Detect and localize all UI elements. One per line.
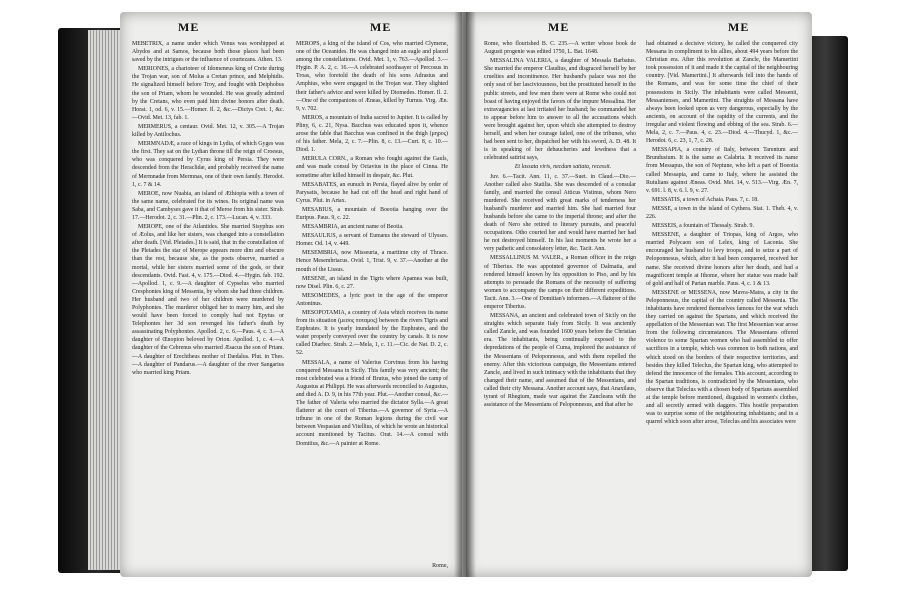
dictionary-entry: MEROS, a mountain of India sacred to Jupiter. It is called by Pliny, 6, c. 21, Nysa. Bacchus was educated upon it, whence arose the fable that Bacchus was confined in the thigh (μηρος) of his father. Mela, 2, c. 7.—Plin. 8, c. 13.—Curt. 8, c. 10.—Diod. 1. (296, 114, 448, 154)
verse-quote: Et lassata viris, necdum satiata, recessit. (514, 164, 612, 171)
dictionary-entry: MESAULIUS, a servant of Eumæus the steward of Ulysses. Homer. Od. 14, v. 449. (296, 233, 448, 248)
catchword: Rome, (432, 563, 448, 569)
right-page-column-1 (484, 40, 636, 560)
open-book (58, 8, 848, 593)
dictionary-entry: MESSALA, a name of Valerius Corvinus from his having conquered Messana in Sicily. This family was very ancient; the most celebrated was a friend of Brutus, who joined the camp of Augustus at Philippi. He was afterwards reconciled to Augustus, and died A. D. 9, in his 77th year. Plut.—Another consul, &c.—The father of Valeria who married the dictator Sylla.—A great flatterer at the court of Tiberius.—A governor of Syria.—A tribune in one of the Roman legions during the civil war between Vespasian and Vitellius, of which he wrote an historical account mentioned by Tacitus. Orat. 14.—A consul with Domitius, &c.—A painter at Rome. (296, 359, 448, 447)
dictionary-entry: MERIONES, a charioteer of Idomeneus king of Crete during the Trojan war, son of Molus a Cretan prince, and Melphidis. He signalized himself before Troy, and fought with Deiphobus the son of Priam, whom he wounded. He was greatly admired by the Cretans, who even paid him divine honors after death. Horat. 1, od. 6, v. 15.—Homer. Il. 2, &c.—Dictys Cret. 1, &c.—Ovid. Met. 13, fab. 1. (132, 66, 284, 121)
dictionary-entry: MESAMBRIA, an ancient name of Beotia. (302, 224, 404, 231)
left-page-column-1 (132, 40, 284, 560)
dictionary-entry: MESENE, an island in the Tigris where Apamea was built, now Disel. Plin. 6, c. 27. (296, 275, 448, 290)
dictionary-entry: MESSALLINUS M. VALER., a Roman officer in the reign of Tiberius. He was appointed governor of Dalmatia, and rendered himself known by his opposition to Piso, and by his attempts to persuade the Romans of the necessity of suffering women to accompany the camps on their different expeditions. Tacit. Ann. 3.—One of Domitian's informers.—A flatterer of the emperor Tiberius. (484, 255, 636, 310)
dictionary-entry: MESABIUS, a mountain of Boeotia hanging over the Euripus. Paus. 9, c. 22. (296, 206, 448, 221)
book-gutter (454, 12, 476, 577)
running-head-right: ME (370, 20, 392, 34)
dictionary-entry: MESEMBRIA, now Misseuria, a maritime city of Thrace. Hence Mesembriacus. Ovid. 1, Trist. 9, v. 37.—Another at the mouth of the Lissus. (296, 250, 448, 273)
running-head-left: ME (178, 20, 200, 34)
dictionary-entry: MEROPS, a king of the island of Cos, who married Clymene, one of the Oceanides. He was changed into an eagle and placed among the constellations. Ovid. Met. 1, v. 763.—Apollod. 3.—Hygin. P. A. 2, c. 16.—A celebrated soothsayer of Percosus in Troas, who foretold the death of his sons Adrastus and Amphius, who were engaged in the Trojan war. They slighted their father's advice and were killed by Diomedes. Homer. Il. 2.—One of the companions of Æneas, killed by Turnus. Virg. Æn. 9, v. 702. (296, 41, 448, 112)
left-page-column-2 (296, 40, 448, 560)
dictionary-entry: MESSENE or MESSENA, now Mavra-Matra, a city in the Peloponnesus, the capital of the country called Messenia. The inhabitants have rendered themselves famous for the war which they carried on against the Spartans, and which received the appellation of the Messenian war. The first Messenian war arose from the following circumstances. The Messenians offered violence to some Spartan women who had assembled to offer sacrifices in a temple, which was common to both nations, and which stood on the borders of their respective territories, and besides they killed Teleclus, the Spartan king, who attempted to defend the innocence of the females. This account, according to the Spartan traditions, is contradicted by the Messenians, who observe that Teleclus with a chosen body of Spartans assembled at the temple before mentioned, disguised in women's clothes, and all secretly armed with daggers. This hostile preparation was to surprise some of the neighbouring inhabitants; and in a quarrel which soon after arose, Teleclus and his associates were (646, 289, 798, 426)
dictionary-entry: had obtained a decisive victory, he called the conquered city Messana in compliment to his allies, about 494 years before the Christian era. After this revolution at Zancle, the Mamertini took possession of it and made it the capital of the neighbouring country. [Vid. Mamertini.] It afterwards fell into the hands of the Romans, and was for some time the chief of their possessions in Sicily. The inhabitants were called Messenii, Messanienses, and Mamertini. The straights of Messana have always been looked upon as very dangerous, especially by the ancients, on account of the rapidity of the currents, and the irregular and violent flowing and ebbing of the sea. Strab. 6.—Mela, 2, c. 7.—Paus. 4, c. 23.—Diod. 4.—Thucyd. 1, &c.—Herodot. 6, c. 23, 1, 7, c. 28. (646, 41, 798, 145)
dictionary-entry: MESSALINA VALERIA, a daughter of Messala Barbatus. She married the emperor Claudius, and disgraced herself by her cruelties and incontinence. Her husband's palace was not the only seat of her lasciviousness, but the prostituted herself in the public streets, and few men there were at Rome who could not boast of having enjoyed the favors of the impure Messalina. Her extravagancies at last irritated her husband; he commanded her to appear before him to answer to all the accusations which were brought against her, upon which she attempted to destroy herself, and when her courage failed, one of the tribunes, who had been sent to her, dispatched her with his sword, A. D. 48. It is in speaking of her debaucheries and lewdness that a celebrated satirist says, (484, 58, 636, 162)
dictionary-entry: MESSENE, a daughter of Triopas, king of Argos, who married Polycaon son of Lelex, king of Laconia. She encouraged her husband to levy troops, and to seize a part of Peloponnesus, which, after it had been conquered, received her name. She received divine honors after her death, and had a magnificent temple at Ithome, where her statue was made half of gold and half of Parian marble. Paus. 4, c. 1 & 13. (646, 232, 798, 287)
dictionary-entry: MESSANA, an ancient and celebrated town of Sicily on the straights which separate Italy from Sicily. It was anciently called Zancle, and was founded 1600 years before the Christian era. The inhabitants, being continually exposed to the depredations of the people of Cuma, implored the assistance of the Messenians of Peloponnesus, and with them repelled the enemy. After this victorious campaign, the Messenians entered Zancle, and lived in such intimacy with the inhabitants that they changed their name, and assumed that of the Messenians, and called their city Messana. Another account says, that Anaxilaus, tyrant of Rhegium, made war against the Zancleans with the assistance of the Messenians of Peloponnesus, and that after he (484, 313, 636, 409)
dictionary-entry: MEBETRIX, a name under which Venus was worshipped at Abydos and at Samos, because both those places had been saved by the intrigues or the influence of courtezans. Athen. 13. (132, 41, 284, 64)
dictionary-entry: MESOMEDES, a lyric poet in the age of the emperor Antoninus. (296, 292, 448, 307)
left-page (120, 12, 462, 577)
left-running-head (120, 20, 462, 36)
right-page-column-2 (646, 40, 798, 560)
dictionary-entry: MERULA CORN., a Roman who fought against the Gauls, and was made consul by Octavius in the place of Cinna. He sometime after killed himself in despair, &c. Plut. (296, 156, 448, 179)
dictionary-entry: Juv. 6.—Tacit. Ann. 11, c. 37.—Suet. in Claud.—Dio.—Another called also Statilia. She was descended of a consular family, and married the consul Atticus Vistinus, whom Nero murdered. She received with great marks of tenderness her husband's murderer and married him. She had married four husbands before she came to the imperial throne; and after the death of Nero she retired to literary pursuits, and peaceful occupations. Otho courted her and would have married her had he not destroyed himself. In his last moments he wrote her a very pathetic and consolatory letter, &c. Tacit. Ann. (484, 173, 636, 253)
dictionary-entry: MESSEIS, a fountain of Thessaly. Strab. 9. (652, 223, 754, 230)
dictionary-entry: MEROE, now Nuabia, an island of Æthiopia with a town of the same name, celebrated for its wines. Its original name was Saba, and Cambyses gave it that of Meroe from his sister. Strab. 17.—Herodot. 2, c. 31.—Plin. 2, c. 173.—Lucan. 4, v. 333. (132, 190, 284, 221)
dictionary-entry: MERMNADÆ, a race of kings in Lydia, of which Gyges was the first. They sat on the Lydian throne till the reign of Croesus, who was conquered by Cyrus king of Persia. They were descended from the Heraclidæ, and probably received the name of Mermnadæ from Mermnas, one of their own family. Herodot. 1, c. 7 & 14. (132, 141, 284, 188)
dictionary-entry: MESSATIS, a town of Achaia. Paus. 7, c. 18. (652, 196, 759, 203)
running-head-right: ME (728, 20, 750, 34)
dictionary-entry: MESABATES, an eunuch in Persia, flayed alive by order of Parysatis, because he had cut off the head and right hand of Cyrus. Plut. in Artax. (296, 181, 448, 204)
dictionary-entry: MERMERUS, a centaur. Ovid. Met. 12, v. 305.—A Trojan killed by Antilochus. (132, 123, 284, 139)
running-head-left: ME (548, 20, 570, 34)
dictionary-entry: Rome, who flourished B. C. 235.—A writer whose book de Augusti progenie was edited 1750, L. Bat. 1648. (484, 41, 636, 56)
right-page (466, 12, 812, 577)
right-running-head (466, 20, 812, 36)
dictionary-entry: MESSAPIA, a country of Italy, between Tarentum and Brundusium. It is the same as Calabria. It received its name from Messapus, the son of Neptune, who left a part of Boeotia called Messapia, and came to Italy, where he assisted the Rutulians against Æneas. Ovid. Met. 14, v. 513.—Virg. Æn. 7, v. 691. l. 8, v. 6. l. 9, v. 27. (646, 147, 798, 194)
dictionary-entry: MEROPE, one of the Atlantides. She married Sisyphus son of Æolus, and like her sisters, was changed into a constellation after death. [Vid. Pleiades.] It is said, that in the constellation of the Pleiades the star of Merope appears more dim and obscure than the rest, because she, as the poets observe, married a mortal, while her sisters married some of the gods, or their descendants. Ovid. Fast. 4, v. 175.—Diod. 4.—Hygin. fab. 192.—Apollod. 1, c. 9.—A daughter of Cypselus who married Cresphontes king of Messenia, by whom she had three children. Her husband and two of her children were murdered by Polyphontes. The murderer obliged her to marry him, and she would have been forced to comply had not Epytus or Telephontes her 3d son revenged his father's death by assassinating Polyphontes. Apollod. 2, c. 6.—Paus. 4, c. 3.—A daughter of Œnopion beloved by Orion. Apollod. 1, c. 4.—A daughter of the Cebrenus who married Æsacus the son of Priam.—A daughter of Erechtheus mother of Dædalus. Plut. in Thes.—A daughter of Pandarus.—A daughter of the river Sangarius who married king Priam. (132, 224, 284, 376)
dictionary-entry: MESOPOTAMIA, a country of Asia which receives its name from its situation (μεσος ποταμος) between the rivers Tigris and Euphrates. It is yearly inundated by the Euphrates, and the water properly conveyed over the country by canals. It is now called Diarbec. Strab. 2.—Mela, 1, c. 11.—Cic. de Nat. D. 2, c. 52. (296, 310, 448, 357)
dictionary-entry: MESSE, a town in the island of Cythera. Stat. 1. Theb. 4, v. 226. (646, 205, 798, 220)
